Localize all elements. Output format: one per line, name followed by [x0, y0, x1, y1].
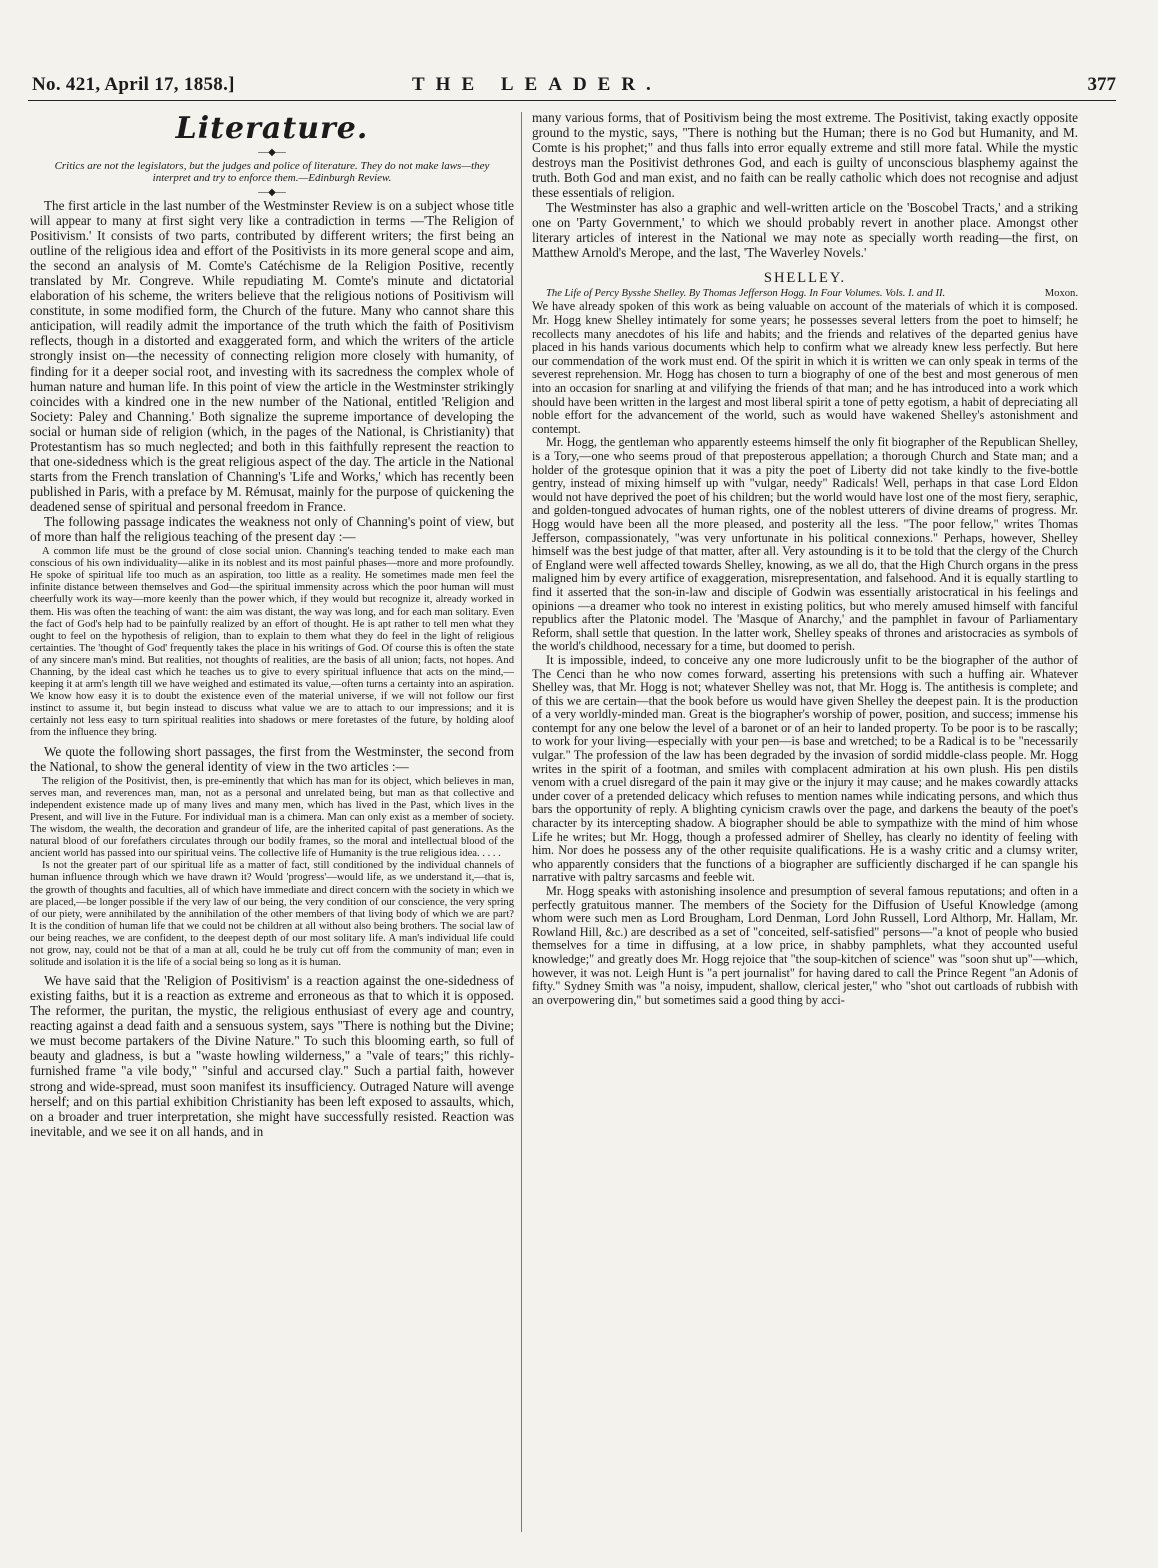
paragraph: The Westminster has also a graphic and well-written article on the 'Boscobel Tracts,' and a striking one on 'Party Government,' to which we should probably revert in another place. Amongst other literary articles of interest in the National we may note as specially worth reading—the first, on Matthew Arnold's Merope, and the last, 'The Waverley Novels.' — [532, 200, 1078, 261]
newspaper-page — [28, 72, 1138, 1552]
publisher: Moxon. — [1044, 288, 1078, 300]
extract-national — [30, 546, 514, 740]
column-rule — [521, 112, 522, 1532]
ornament: —◆— — [258, 147, 286, 158]
left-column — [30, 110, 514, 1139]
paragraph: many various forms, that of Positivism being the most extreme. The Positivist, taking exactly opposite ground to the mystic, says, "There is nothing but the Human; there is no God but Humanity, and M. Comte is his prophet;" and thus falls into error equally extreme and still more fatal. While the mystic destroys man the Positivist dethrones God, and each is guilty of unconscious blasphemy against the truth. Both God and man exist, and no faith can be really catholic which does not recognise and adjust these essentials of religion. — [532, 110, 1078, 201]
paragraph: The first article in the last number of the Westminster Review is on a subject whose title will appear to many at first sight very like a contradiction in terms —'The Religion of Positivism.' It consists of two parts, contributed by different writers; the first being an outline of the religious idea and effort of the Positivists in its more general scope and aim, the second an analysis of M. Comte's Catéchisme de la Religion Positive, recently translated by Mr. Congreve. While repudiating M. Comte's minute and dictatorial elaboration of his scheme, the writers believe that the religious notions of Positivism will constitute, in some modified form, the Church of the future. Many who cannot share this anticipation, will readily admit the importance of the truth which the faith of Positivism reflects, though in a distorted and exaggerated form, and which the writers of the article strongly insist on—the necessity of connecting religion more closely with humanity, of finding for it a deeper social root, and investing with its sacredness the complex whole of human nature and human life. In this point of view the article in the Westminster strikingly coincides with a kindred one in the new number of the National, entitled 'Religion and Society: Paley and Channing.' Both signalize the supreme importance of developing the social or human side of religion (which, in the pages of the National, is Christianity) that Protestantism has so much neglected; and both in this faithfully represent the reaction to that one-sidedness which is the great religious aspect of the day. The article in the National starts from the French translation of Channing's 'Life and Works,' which has recently been published in Paris, with a preface by M. Rémusat, mainly for the purpose of quickening the deadened sense of spiritual and personal freedom in France. — [30, 198, 514, 514]
review-paragraph: Mr. Hogg, the gentleman who apparently esteems himself the only fit biographer of the Republican Shelley, is a Tory,—one who seems proud of that preposterous appellation; a thorough Church and State man; and a holder of the grotesque opinion that it was a pity the poet of Liberty did not take kindly to the five-bottle gentry, instead of mixing himself up with "vulgar, needy" Radicals! Well, perhaps in that case Lord Eldon would not have deprived the poet of his children; but the world would have lost one of the most fiery, seraphic, and golden-tongued advocates of human rights, one of the noblest utterers of divine dreams of progress. Mr. Hogg would have been all the more pleased, and posterity all the less. "The poor fellow," writes Thomas Jefferson, compassionately, "was very unfortunate in his political connexions." Perhaps, however, Shelley himself was the best judge of that matter, after all. Very astounding is it to be told that the clergy of the Church of England were well affected towards Shelley, knowing, as we all do, that the High Church organs in the press maligned him by every artifice of exaggeration, misrepresentation, and falsehood. And it is equally startling to find it asserted that the son-in-law and disciple of Godwin was essentially aristocratical in his feelings and opinions —a dreamer who took no interest in existing politics, but who merely amused himself with fanciful republics after the Platonic model. The 'Masque of Anarchy,' and the pamphlet in favour of Parliamentary Reform, shall settle that question. In the latter work, Shelley speaks of thrones and aristocracies as symbols of the world's childhood, necessary for a time, but doomed to perish. — [532, 435, 1078, 654]
extract-paragraph: A common life must be the ground of close social union. Channing's teaching tended to make each man conscious of his own individuality—alike in its noblest and its most painful phases—more and more profoundly. He spoke of spiritual life too much as an aspiration, too little as a reality. He sometimes made men feel the infinite distance between themselves and God—the spiritual immensity across which the poor human will must cheerfully work its way—more keenly than the power which, if they would but recognize it, already worked in them. His was often the teaching of want: the aim was distant, the way was long, and for each man solitary. Even the fact of God's help had to be painfully realized by an effort of thought. He is apt rather to tell men what they ought to feel on the hypothesis of religion, than to explain to them what they do feel in the light of religious certainties. The 'thought of God' frequently takes the place in his writings of God. Of course this is often the state of any sincere man's mind. But realities, not thoughts of realities, are the basis of all union; facts, not hopes. And Channing, by the ideal cast which he teaches us to give to every spiritual influence that acts on the mind,—keeping it at arm's length till we have weighed and estimated its value,—often turns a certainty into an aspiration. We know how easy it is to doubt the existence even of the material universe, if we will not follow our first instinct to assume it, but begin instead to discuss what value we are to attach to our impressions; and it is certainly not less easy to turn spiritual realities into shadows or mere foretastes of the future, by holding aloof from the influence they bring. — [30, 546, 514, 739]
extract-paragraph: Is not the greater part of our spiritual life as a matter of fact, still conditioned by the individual channels of human influence through which we have drawn it? Would 'progress'—would life, as we understand it,—that is, the growth of thoughts and faculties, all of which have immediate and direct concern with the society in which we are placed,—be longer possible if the very law of our being, the very condition of our conscience, the very spring of our piety, were annihilated by the annihilation of the other members of that living body of which we are part? It is the condition of human life that we could not be children at all without also being brothers. The social law of our being reaches, we are confident, to the deepest depth of our most solitary life. A man's individual life could not grow, nay, could not be that of a man at all, could he be truly cut off from the community of man; even in solitude and isolation it is the life of a social being so long as it is human. — [30, 860, 514, 969]
right-column — [532, 110, 1078, 1007]
paragraph: We have said that the 'Religion of Positivism' is a reaction against the one-sidedness of existing faiths, but it is a reaction as extreme and erroneous as that to which it is opposed. The reformer, the puritan, the mystic, the religious enthusiast of every age and country, reacting against a dead faith and a sensuous system, says "There is nothing but the Divine; we must become partakers of the Divine Nature." To such this blooming earth, so full of beauty and gladness, is but a "waste howling wilderness," a "vale of tears;" this richly-furnished frame "a vile body," "sinful and accursed clay." Such a partial faith, however strong and wide-spread, must soon manifest its insufficiency. Outraged Nature will avenge herself; and on this partial exhibition Christianity has been left exposed to assaults, which, on a broader and truer interpretation, she might have successfully resisted. Reaction was inevitable, and we see it on all hands, and in — [30, 973, 514, 1139]
page-header — [28, 72, 1116, 101]
review-title: SHELLEY. — [763, 270, 847, 287]
paragraph: We quote the following short passages, the first from the Westminster, the second from the National, to show the general identity of view in the two articles :— — [30, 743, 514, 774]
review-paragraph: We have already spoken of this work as being valuable on account of the materials of which it is composed. Mr. Hogg knew Shelley intimately for some years; he possesses several letters from the poet to himself; he recollects many anecdotes of his life and habits; and the friends and relatives of the departed genius have placed in his hands various documents which help to confirm what we already knew less perfectly. But here our commendation of the work must end. Of the spirit in which it is written we can only speak in terms of the severest reprehension. Mr. Hogg has chosen to turn a biography of one of the best and most generous of men into an occasion for snarling at and vilifying the friends of that man; and he has introduced into a work which should have been written in the largest and most liberal spirit a tone of petty egotism, a habit of depreciating all noble effort for the advancement of the world, such as would have wakened Shelley's astonishment and contempt. — [532, 299, 1078, 436]
extract-paragraph: The religion of the Positivist, then, is pre-eminently that which has man for its object, which believes in man, serves man, and reverences man, man, not as a personal and unrelated being, but man as that collective and independent existence made up of many lives and many men, which has lived in the Past, which lives in the Present, and will live in the Future. For individual man is a chimera. Man can only exist as a member of society. The wisdom, the wealth, the decoration and grandeur of life, are the inherited capital of past generations. As the natural blood of our forefathers circulates through our bodily frames, so the moral and intellectual blood of the ancient world has passed into our spiritual veins. The collective life of Humanity is the true religious idea. . . . . — [30, 775, 514, 860]
ornament-2: —◆— — [258, 187, 286, 198]
extract-westminster — [30, 776, 514, 970]
book-title: The Life of Percy Bysshe Shelley. By Thomas Jefferson Hogg. In Four Volumes. Vols. I. and II. — [546, 288, 946, 300]
page-number: 377 — [1087, 74, 1116, 95]
masthead: THE LEADER. — [412, 74, 662, 95]
review-paragraph: It is impossible, indeed, to conceive any one more ludicrously unfit to be the biographer of the author of The Cenci than he who now comes forward, asserting his pretensions with such a huffing air. Whatever Shelley was, that Mr. Hogg is not; whatever Shelley was not, that Mr. Hogg is. The antithesis is complete; and of this we are certain—that the book before us would have given Shelley the deepest pain. It is the production of a very worldly-minded man. Great is the biographer's worship of power, position, and success; immense his contempt for any one below the level of a baronet or of an heir to landed property. To be poor is to be rascally; to work for your living—especially with your pen—is base and wretched; to be a Radical is to be "necessarily vulgar." The profession of the law has been degraded by the invasion of sordid middle-class people. Mr. Hogg writes in the spirit of a footman, and smiles with complacent admiration at his own plush. His pen distils venom with a cruel disregard of the pain it may give or the injury it may cause; and he makes cowardly attacks under cover of a pretended delicacy which refuses to mention names while indicating persons, and which thus bars the opportunity of reply. A blighting cynicism crawls over the page, and darkens the beauty of the poet's character by its intercepting shadow. A biographer should be able to sympathize with the mind of him whose Life he writes; but Mr. Hogg, though a professed admirer of Shelley, has clearly no identity of feeling with him. Nor does he possess any of the other requisite qualifications. He is a washy critic and a clumsy writer, who apparently considers that the functions of a biographer are sufficiently discharged if he can spangle his narrative with paltry sarcasms and feeble wit. — [532, 652, 1078, 885]
review-paragraph: Mr. Hogg speaks with astonishing insolence and presumption of several famous reputations; and often in a perfectly gratuitous manner. The members of the Society for the Diffusion of Useful Knowledge (among whom were such men as Lord Brougham, Lord Denman, Lord John Russell, Lord Althorp, Mr. Hallam, Mr. Rowland Hill, &c.) are described as a set of "conceited, self-satisfied" persons—"a knot of people who busied themselves for a time in diffusing, at a low price, in shabby pamphlets, what they accounted useful knowledge;" and greatly does Mr. Hogg rejoice that "the soup-kitchen of science" was "soon shut up"—which, however, it was not. Leigh Hunt is "a pert journalist" for having dared to call the Prince Regent "an Adonis of fifty." Sydney Smith was "a noisy, impudent, shallow, clerical jester," who "shot out cartloads of rubbish with an overpowering din," but sometimes said a good thing by acci- — [532, 884, 1078, 1007]
section-title: Literature. — [175, 111, 369, 146]
paragraph: The following passage indicates the weakness not only of Channing's point of view, but of more than half the religious teaching of the present day :— — [30, 513, 514, 545]
issue-date: No. 421, April 17, 1858.] — [32, 74, 235, 95]
review-body — [532, 300, 1078, 1007]
motto: Critics are not the legislators, but the judges and police of literature. They do not make laws—they interpret and try to enforce them.—Edinburgh Review. — [54, 160, 490, 184]
